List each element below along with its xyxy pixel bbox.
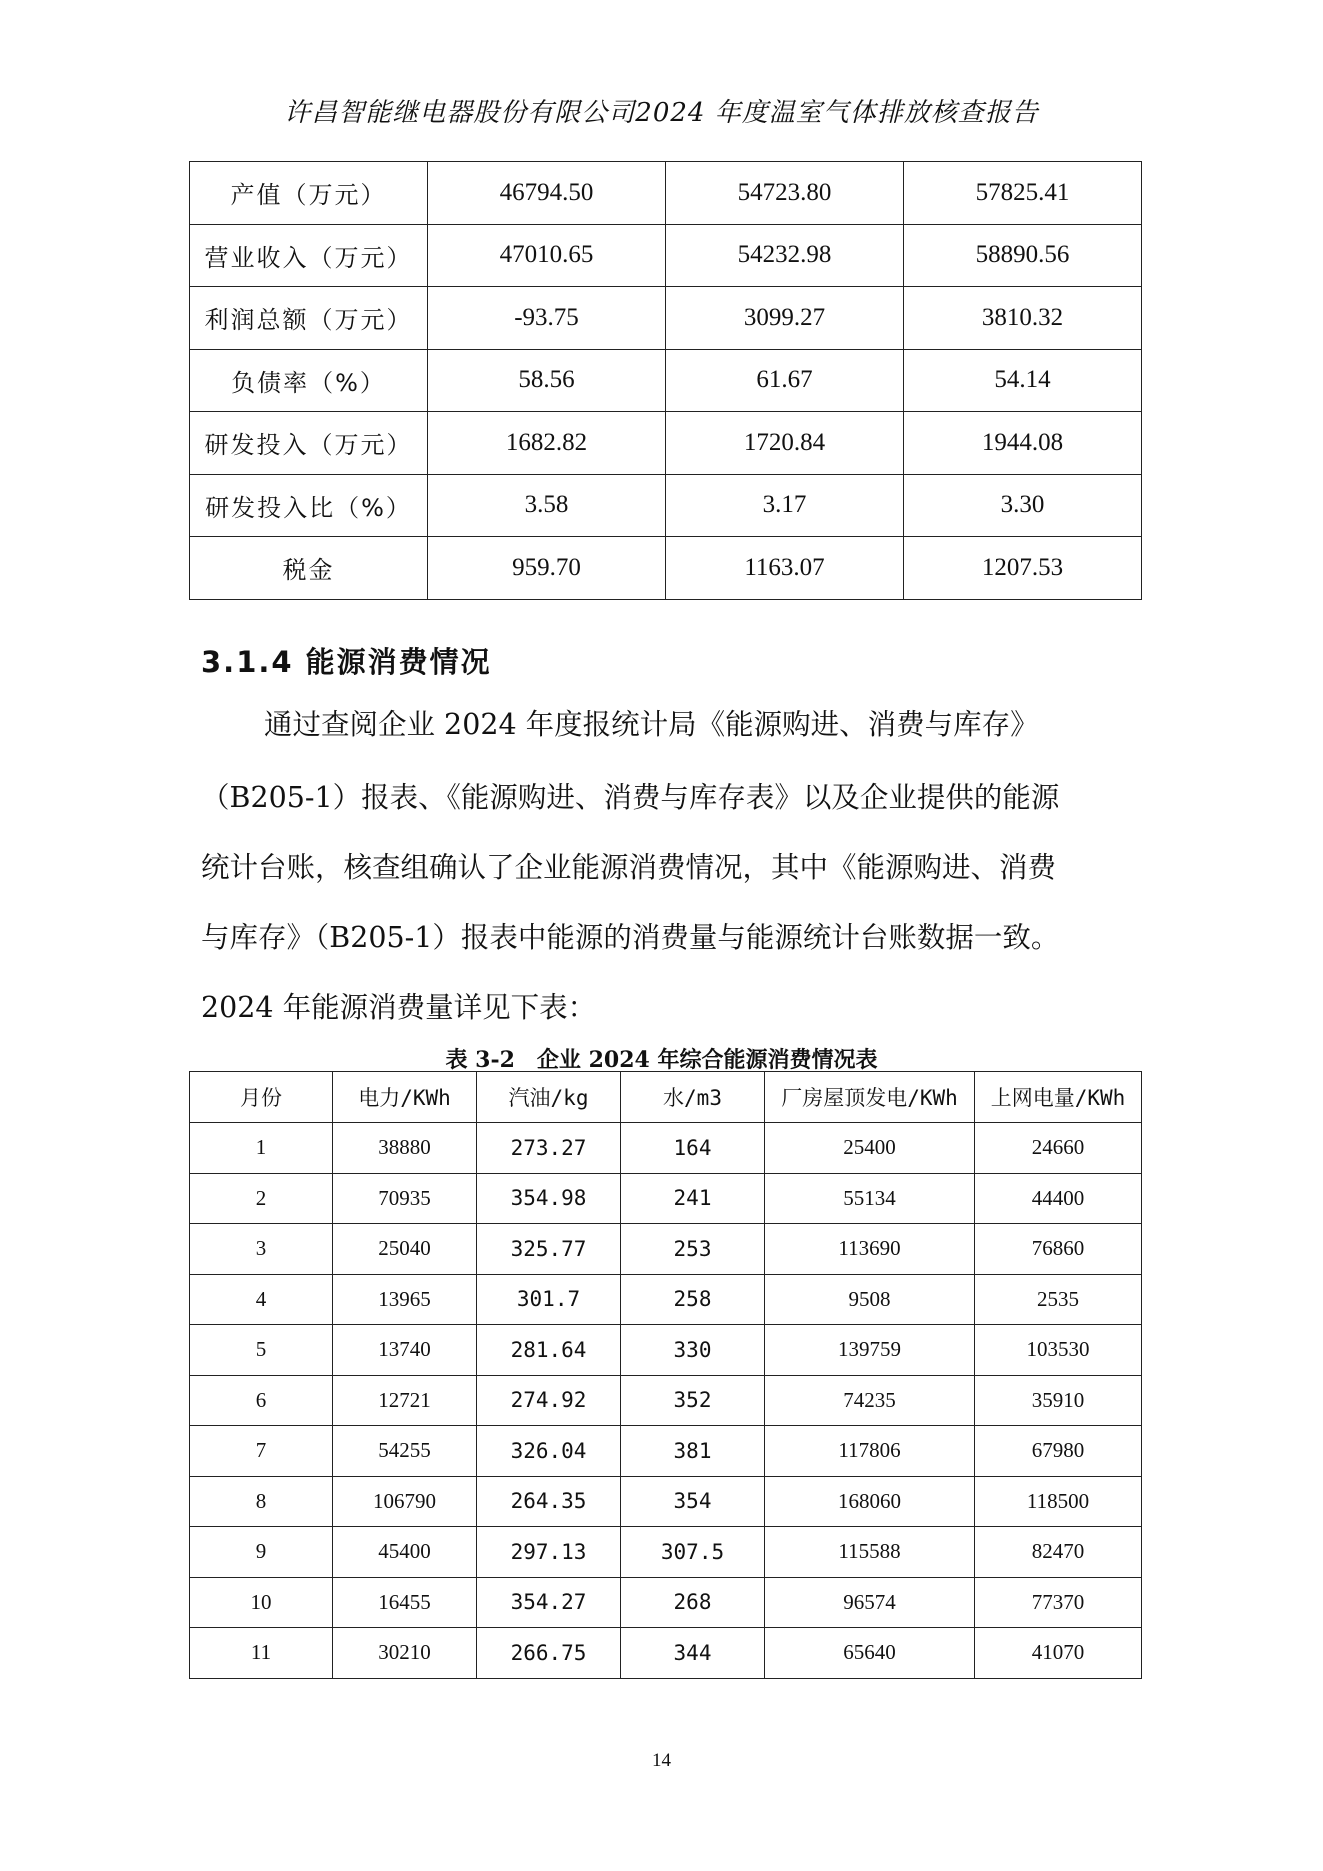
table-cell: 274.92 xyxy=(477,1375,621,1426)
table-cell: 61.67 xyxy=(666,349,904,412)
table-cell: 1207.53 xyxy=(904,537,1142,600)
table-cell: 168060 xyxy=(765,1476,975,1527)
column-header-water: 水/m3 xyxy=(621,1072,765,1123)
table-cell: 3.58 xyxy=(428,474,666,537)
financial-table-body xyxy=(190,162,1142,600)
month-cell: 8 xyxy=(190,1476,333,1527)
table-cell: 103530 xyxy=(975,1325,1142,1376)
table-cell: 253 xyxy=(621,1224,765,1275)
table-cell: 82470 xyxy=(975,1527,1142,1578)
table-cell: 9508 xyxy=(765,1274,975,1325)
month-cell: 3 xyxy=(190,1224,333,1275)
table-cell: 307.5 xyxy=(621,1527,765,1578)
column-header-rooftop-generation: 厂房屋顶发电/KWh xyxy=(765,1072,975,1123)
table-cell: 13965 xyxy=(333,1274,477,1325)
table-row xyxy=(190,287,1142,350)
table-cell: 65640 xyxy=(765,1628,975,1679)
table-cell: 268 xyxy=(621,1577,765,1628)
month-cell: 4 xyxy=(190,1274,333,1325)
table-cell: 113690 xyxy=(765,1224,975,1275)
energy-consumption-table xyxy=(189,1071,1142,1679)
table-cell: 38880 xyxy=(333,1123,477,1174)
table-cell: 266.75 xyxy=(477,1628,621,1679)
table-row xyxy=(190,1224,1142,1275)
table-cell: 330 xyxy=(621,1325,765,1376)
page-header: 许昌智能继电器股份有限公司2024 年度温室气体排放核查报告 xyxy=(284,98,1039,128)
month-cell: 2 xyxy=(190,1173,333,1224)
table-row xyxy=(190,224,1142,287)
month-cell: 6 xyxy=(190,1375,333,1426)
row-label: 营业收入（万元） xyxy=(190,224,428,287)
table-row xyxy=(190,1325,1142,1376)
table-cell: 76860 xyxy=(975,1224,1142,1275)
table-cell: 381 xyxy=(621,1426,765,1477)
table-cell: 117806 xyxy=(765,1426,975,1477)
month-cell: 10 xyxy=(190,1577,333,1628)
table-cell: 55134 xyxy=(765,1173,975,1224)
table-cell: 301.7 xyxy=(477,1274,621,1325)
table-cell: 77370 xyxy=(975,1577,1142,1628)
row-label: 负债率（%） xyxy=(190,349,428,412)
row-label: 税金 xyxy=(190,537,428,600)
table-cell: -93.75 xyxy=(428,287,666,350)
row-label: 产值（万元） xyxy=(190,162,428,225)
table-row xyxy=(190,1527,1142,1578)
page-number: 14 xyxy=(652,1750,671,1771)
table-cell: 1944.08 xyxy=(904,412,1142,475)
month-cell: 1 xyxy=(190,1123,333,1174)
table-cell: 959.70 xyxy=(428,537,666,600)
table-cell: 118500 xyxy=(975,1476,1142,1527)
table-row xyxy=(190,1577,1142,1628)
table-cell: 54723.80 xyxy=(666,162,904,225)
table-row xyxy=(190,162,1142,225)
table-cell: 25400 xyxy=(765,1123,975,1174)
table-cell: 325.77 xyxy=(477,1224,621,1275)
table-cell: 58.56 xyxy=(428,349,666,412)
table-row xyxy=(190,537,1142,600)
paragraph-line: 统计台账，核查组确认了企业能源消费情况，其中《能源购进、消费 xyxy=(201,851,1057,884)
month-cell: 11 xyxy=(190,1628,333,1679)
month-cell: 7 xyxy=(190,1426,333,1477)
table-cell: 297.13 xyxy=(477,1527,621,1578)
table-cell: 12721 xyxy=(333,1375,477,1426)
table-cell: 13740 xyxy=(333,1325,477,1376)
row-label: 利润总额（万元） xyxy=(190,287,428,350)
table-cell: 30210 xyxy=(333,1628,477,1679)
table-cell: 354 xyxy=(621,1476,765,1527)
paragraph-line: 与库存》（B205-1）报表中能源的消费量与能源统计台账数据一致。 xyxy=(201,921,1060,954)
table-cell: 354.27 xyxy=(477,1577,621,1628)
paragraph-line: 2024 年能源消费量详见下表： xyxy=(201,991,597,1024)
energy-table-body xyxy=(190,1123,1142,1679)
table-cell: 1682.82 xyxy=(428,412,666,475)
month-cell: 5 xyxy=(190,1325,333,1376)
table-row xyxy=(190,412,1142,475)
table-cell: 352 xyxy=(621,1375,765,1426)
table-row xyxy=(190,1476,1142,1527)
row-label: 研发投入（万元） xyxy=(190,412,428,475)
column-header-gasoline: 汽油/kg xyxy=(477,1072,621,1123)
table-cell: 326.04 xyxy=(477,1426,621,1477)
table-cell: 139759 xyxy=(765,1325,975,1376)
table-cell: 67980 xyxy=(975,1426,1142,1477)
table-caption: 表 3-2 企业 2024 年综合能源消费情况表 xyxy=(445,1047,878,1073)
table-cell: 354.98 xyxy=(477,1173,621,1224)
table-cell: 258 xyxy=(621,1274,765,1325)
table-row xyxy=(190,1628,1142,1679)
table-cell: 70935 xyxy=(333,1173,477,1224)
table-cell: 41070 xyxy=(975,1628,1142,1679)
table-row xyxy=(190,1375,1142,1426)
table-cell: 45400 xyxy=(333,1527,477,1578)
table-cell: 54.14 xyxy=(904,349,1142,412)
table-row xyxy=(190,1123,1142,1174)
table-cell: 54255 xyxy=(333,1426,477,1477)
table-header-row xyxy=(190,1072,1142,1123)
table-cell: 58890.56 xyxy=(904,224,1142,287)
section-heading: 3.1.4 能源消费情况 xyxy=(201,645,492,679)
column-header-month: 月份 xyxy=(190,1072,333,1123)
paragraph-line: 通过查阅企业 2024 年度报统计局《能源购进、消费与库存》 xyxy=(264,708,1039,741)
table-cell: 264.35 xyxy=(477,1476,621,1527)
table-cell: 3.30 xyxy=(904,474,1142,537)
table-cell: 35910 xyxy=(975,1375,1142,1426)
table-cell: 2535 xyxy=(975,1274,1142,1325)
table-cell: 3.17 xyxy=(666,474,904,537)
table-cell: 344 xyxy=(621,1628,765,1679)
table-row xyxy=(190,474,1142,537)
column-header-electricity: 电力/KWh xyxy=(333,1072,477,1123)
table-cell: 106790 xyxy=(333,1476,477,1527)
row-label: 研发投入比（%） xyxy=(190,474,428,537)
table-cell: 1163.07 xyxy=(666,537,904,600)
table-cell: 54232.98 xyxy=(666,224,904,287)
table-cell: 273.27 xyxy=(477,1123,621,1174)
table-cell: 24660 xyxy=(975,1123,1142,1174)
table-row xyxy=(190,349,1142,412)
month-cell: 9 xyxy=(190,1527,333,1578)
table-cell: 16455 xyxy=(333,1577,477,1628)
table-row xyxy=(190,1173,1142,1224)
table-cell: 96574 xyxy=(765,1577,975,1628)
table-cell: 3810.32 xyxy=(904,287,1142,350)
table-cell: 1720.84 xyxy=(666,412,904,475)
table-cell: 46794.50 xyxy=(428,162,666,225)
table-cell: 74235 xyxy=(765,1375,975,1426)
table-row xyxy=(190,1274,1142,1325)
table-cell: 281.64 xyxy=(477,1325,621,1376)
table-cell: 44400 xyxy=(975,1173,1142,1224)
table-cell: 115588 xyxy=(765,1527,975,1578)
column-header-grid-export: 上网电量/KWh xyxy=(975,1072,1142,1123)
table-cell: 47010.65 xyxy=(428,224,666,287)
table-cell: 57825.41 xyxy=(904,162,1142,225)
paragraph-line: （B205-1）报表、《能源购进、消费与库存表》以及企业提供的能源 xyxy=(201,781,1060,814)
financial-indicators-table xyxy=(189,161,1142,600)
table-cell: 164 xyxy=(621,1123,765,1174)
table-cell: 241 xyxy=(621,1173,765,1224)
table-cell: 3099.27 xyxy=(666,287,904,350)
table-row xyxy=(190,1426,1142,1477)
table-cell: 25040 xyxy=(333,1224,477,1275)
